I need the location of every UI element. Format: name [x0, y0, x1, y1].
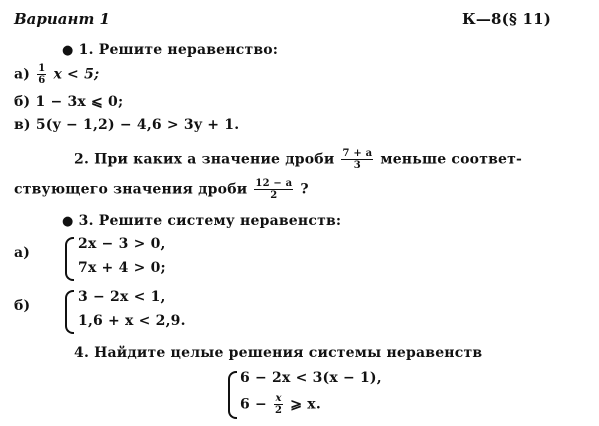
- fraction-denominator: 2: [275, 405, 283, 416]
- task2-text-tail: меньше соответ-: [380, 151, 522, 168]
- system-line: [240, 393, 321, 416]
- fraction-denominator: 3: [353, 160, 361, 171]
- task2-text: 2. При каких a значение дроби: [74, 151, 335, 168]
- system-brace: [65, 290, 74, 334]
- inequality-expression: x < 5;: [53, 66, 100, 83]
- task1-item-a: [14, 63, 99, 86]
- fraction-denominator: 6: [38, 75, 46, 86]
- variant-title: Вариант 1: [14, 10, 110, 28]
- system-line: 7x + 4 > 0;: [78, 260, 166, 276]
- task2-line-1: [74, 148, 522, 171]
- task3-a-label: а): [14, 245, 31, 261]
- system-line-end: ⩾ x.: [290, 396, 321, 413]
- fraction: [37, 63, 46, 86]
- test-code: К—8(§ 11): [462, 10, 552, 28]
- fraction-denominator: 2: [270, 190, 278, 201]
- fraction-numerator: x: [275, 393, 282, 404]
- system-line: 2x − 3 > 0,: [78, 236, 166, 252]
- system-line: 1,6 + x < 2,9.: [78, 313, 186, 329]
- task1-title: [62, 42, 278, 58]
- fraction: [341, 148, 373, 171]
- task1-title-text: 1. Решите неравенство:: [78, 42, 279, 58]
- fraction-numerator: 7 + a: [342, 148, 373, 159]
- system-line: 6 − 2x < 3(x − 1),: [240, 370, 382, 386]
- task4-title: 4. Найдите целые решения системы неравенств: [74, 345, 483, 361]
- task2-text: ствующего значения дроби: [14, 181, 248, 198]
- system-brace: [228, 371, 237, 419]
- system-line-start: 6 −: [240, 396, 267, 413]
- fraction: [274, 393, 283, 416]
- bullet-icon: ●: [62, 43, 74, 58]
- item-label: б): [14, 94, 31, 110]
- task2-text-tail: ?: [300, 181, 309, 198]
- item-label: а): [14, 66, 31, 83]
- task1-item-b: [14, 94, 123, 110]
- system-line: 3 − 2x < 1,: [78, 289, 166, 305]
- system-brace: [65, 237, 74, 281]
- task3-title-text: 3. Решите систему неравенств:: [78, 213, 342, 229]
- task1-item-c: [14, 117, 239, 133]
- inequality-expression: 5(y − 1,2) − 4,6 > 3y + 1.: [35, 117, 240, 133]
- bullet-icon: ●: [62, 214, 74, 229]
- inequality-expression: 1 − 3x ⩽ 0;: [35, 94, 124, 110]
- task3-b-label: б): [14, 298, 31, 314]
- fraction-numerator: 12 − a: [255, 178, 293, 189]
- task2-line-2: [14, 178, 309, 201]
- fraction-numerator: 1: [38, 63, 46, 74]
- task3-title: [62, 213, 341, 229]
- item-label: в): [14, 117, 31, 133]
- fraction: [254, 178, 293, 201]
